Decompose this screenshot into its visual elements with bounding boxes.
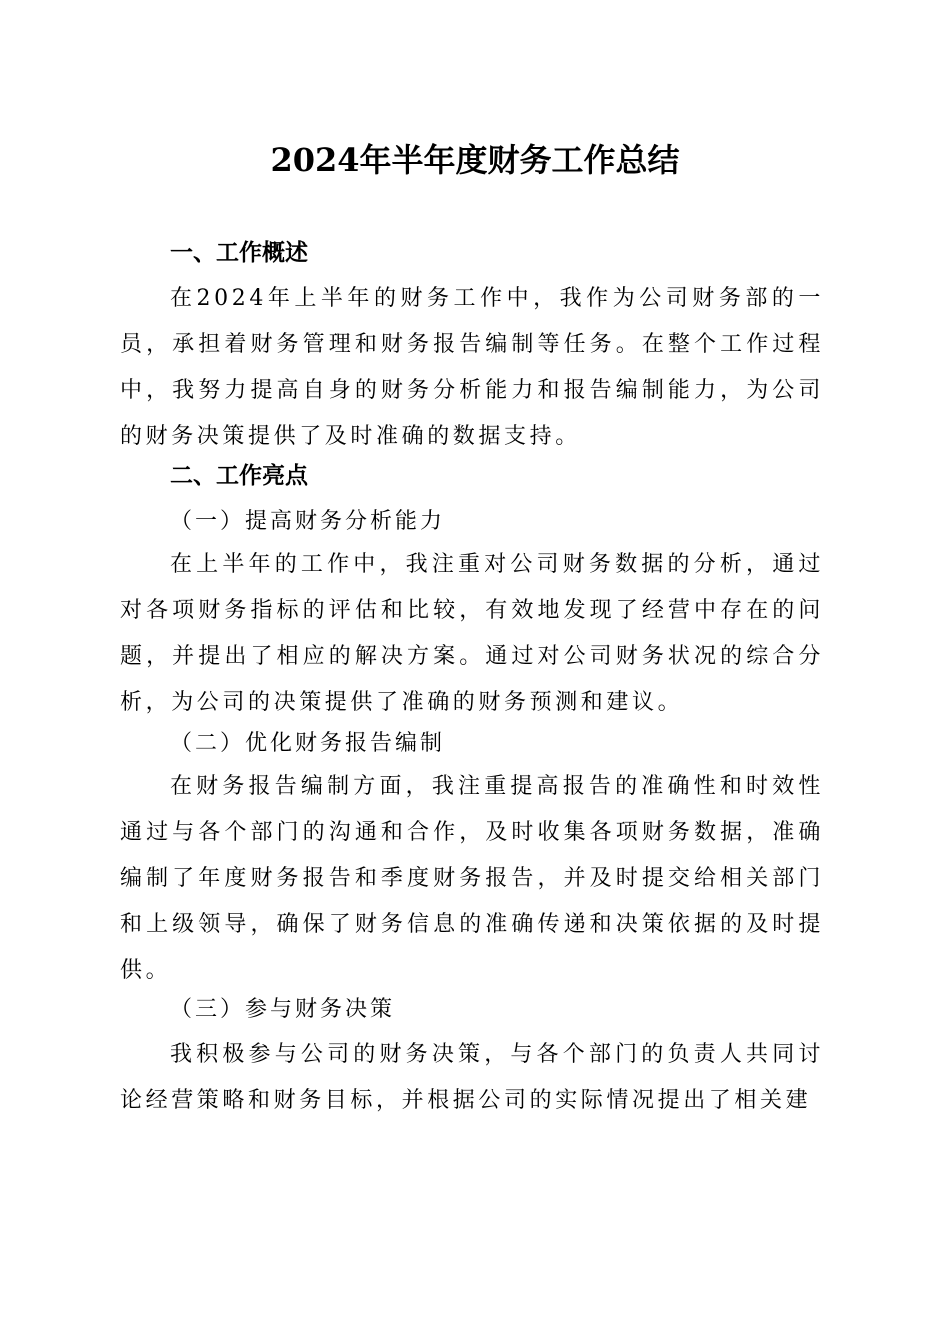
subheading-reporting: （二）优化财务报告编制 bbox=[170, 731, 446, 756]
paragraph-analysis: 在上半年的工作中，我注重对公司财务数据的分析，通过对各项财务指标的评估和比较，有效地发现了经营中存在的问题，并提出了相应的解决方案。通过对公司财务状况的综合分析，为公司的决策提供了准确的财务预测和建议。 bbox=[120, 552, 824, 715]
document-title: 2024年半年度财务工作总结 bbox=[270, 141, 680, 179]
section-heading-highlights: 二、工作亮点 bbox=[170, 463, 308, 489]
paragraph-decision: 我积极参与公司的财务决策，与各个部门的负责人共同讨论经营策略和财务目标，并根据公司的实际情况提出了相关建 bbox=[120, 1042, 824, 1113]
subheading-analysis: （一）提高财务分析能力 bbox=[170, 509, 446, 534]
paragraph-overview: 在2024年上半年的财务工作中，我作为公司财务部的一员，承担着财务管理和财务报告编制等任务。在整个工作过程中，我努力提高自身的财务分析能力和报告编制能力，为公司的财务决策提供了及时准确的数据支持。 bbox=[120, 286, 824, 449]
subheading-decision: （三）参与财务决策 bbox=[170, 997, 396, 1022]
paragraph-reporting: 在财务报告编制方面，我注重提高报告的准确性和时效性通过与各个部门的沟通和合作，及时收集各项财务数据，准确编制了年度财务报告和季度财务报告，并及时提交给相关部门和上级领导，确保了财务信息的准确传递和决策依据的及时提供。 bbox=[120, 774, 824, 983]
section-heading-overview: 一、工作概述 bbox=[170, 240, 308, 266]
